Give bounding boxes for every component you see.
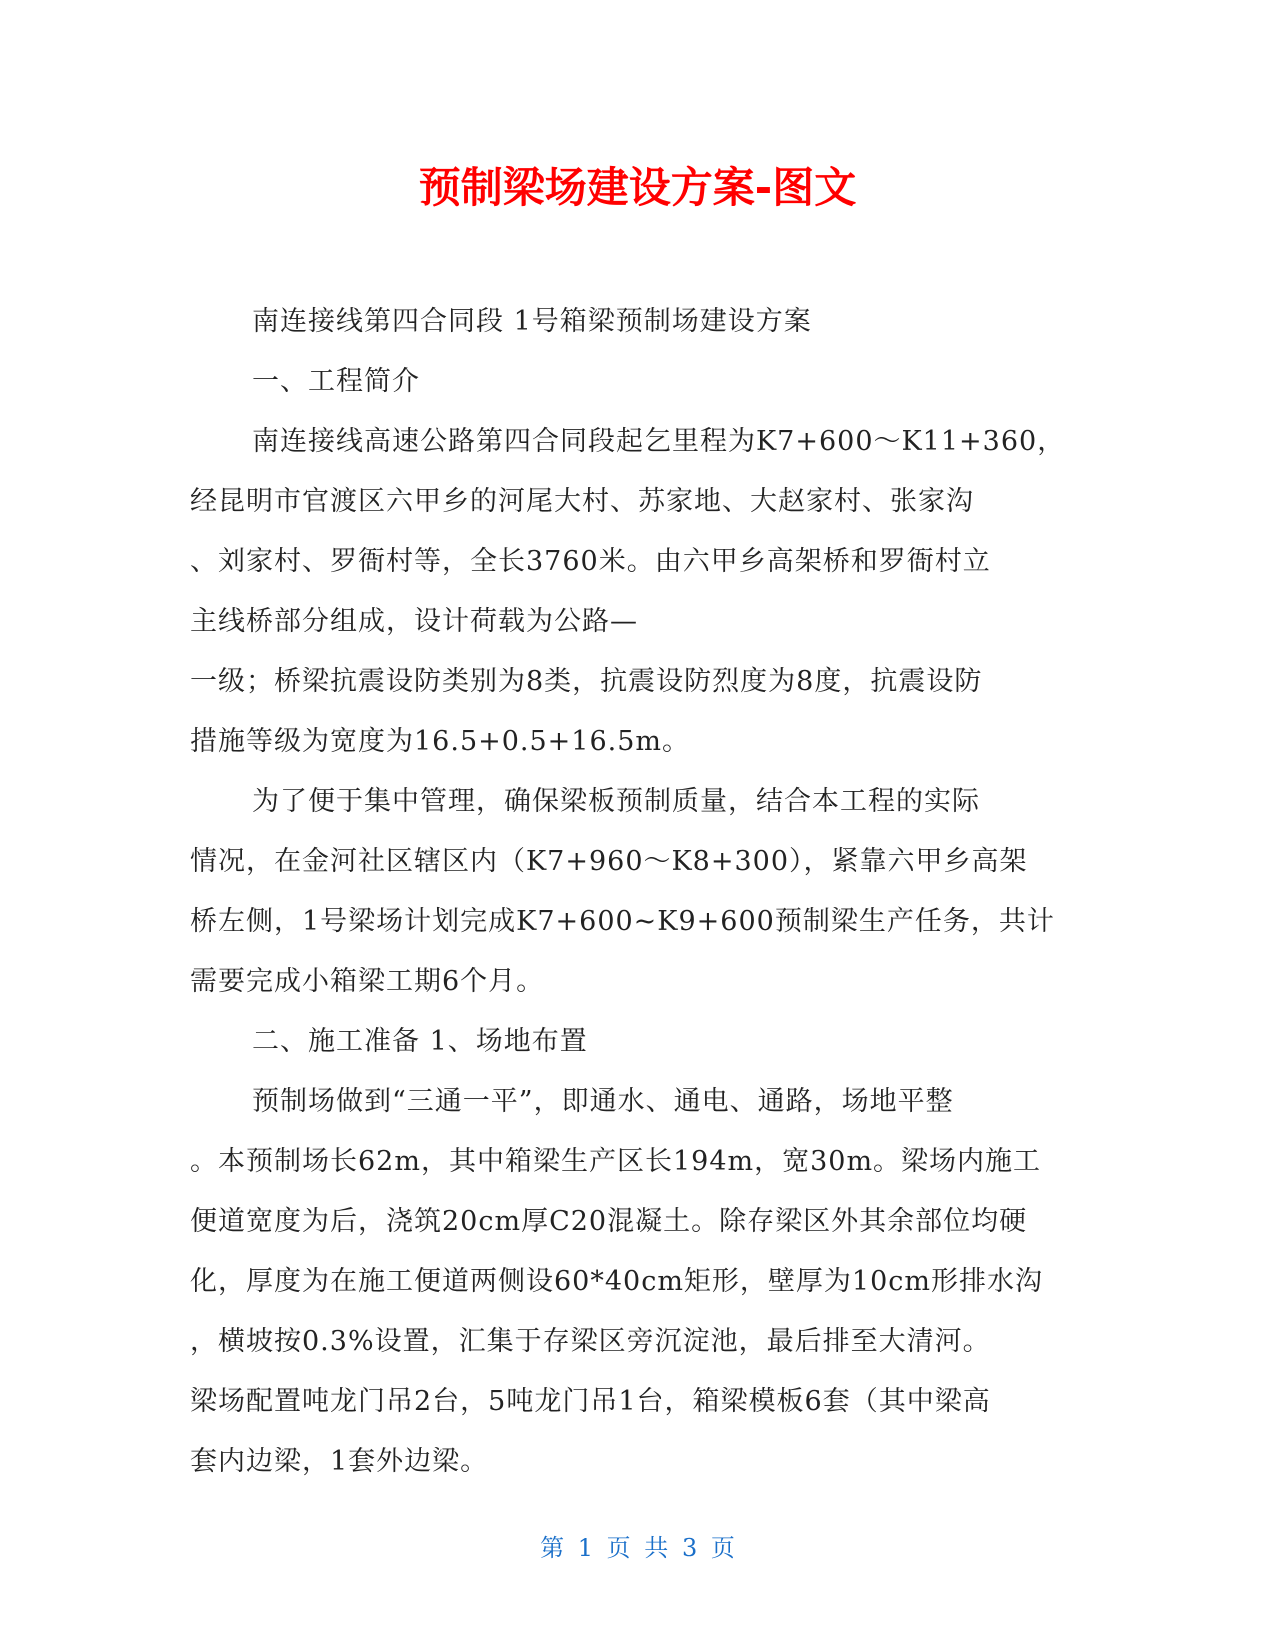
paragraph-line: 措施等级为宽度为16.5+0.5+16.5m。	[190, 726, 691, 757]
paragraph-line: 需要完成小箱梁工期6个月。	[190, 966, 545, 997]
paragraph-line: 经昆明市官渡区六甲乡的河尾大村、苏家地、大赵家村、张家沟	[190, 486, 974, 517]
paragraph-line: ，横坡按0.3%设置，汇集于存梁区旁沉淀池，最后排至大清河。	[190, 1326, 991, 1357]
section-heading: 二、施工准备 1、场地布置	[252, 1026, 588, 1057]
paragraph-line: 为了便于集中管理，确保梁板预制质量，结合本工程的实际	[252, 786, 980, 817]
paragraph-line: 一级；桥梁抗震设防类别为8类，抗震设防烈度为8度，抗震设防	[190, 666, 983, 697]
page-number: 第 1 页 共 3 页	[540, 1534, 735, 1562]
paragraph-line: 主线桥部分组成，设计荷载为公路—	[190, 606, 638, 637]
paragraph-line: 。本预制场长62m，其中箱梁生产区长194m，宽30m。梁场内施工	[190, 1146, 1042, 1177]
paragraph-line: 预制场做到“三通一平”，即通水、通电、通路，场地平整	[252, 1086, 954, 1117]
paragraph-line: 、刘家村、罗衙村等，全长3760米。由六甲乡高架桥和罗衙村立	[190, 546, 991, 577]
paragraph-line: 情况，在金河社区辖区内（K7+960～K8+300），紧靠六甲乡高架	[190, 846, 1028, 877]
paragraph-line: 套内边梁，1套外边梁。	[190, 1446, 489, 1477]
document-title: 预制梁场建设方案-图文	[418, 163, 857, 212]
paragraph-line: 化，厚度为在施工便道两侧设60*40cm矩形，壁厚为10cm形排水沟	[190, 1266, 1044, 1297]
section-heading: 一、工程简介	[252, 366, 420, 397]
document-body	[190, 292, 1070, 1492]
paragraph-line: 南连接线高速公路第四合同段起乞里程为K7+600～K11+360，	[252, 426, 1066, 457]
paragraph-line: 便道宽度为后，浇筑20cm厚C20混凝土。除存梁区外其余部位均硬	[190, 1206, 1028, 1237]
paragraph-line: 南连接线第四合同段 1号箱梁预制场建设方案	[252, 306, 812, 337]
paragraph-line: 梁场配置吨龙门吊2台，5吨龙门吊1台，箱梁模板6套（其中梁高	[190, 1386, 991, 1417]
paragraph-line: 桥左侧，1号梁场计划完成K7+600~K9+600预制梁生产任务，共计	[190, 906, 1055, 937]
